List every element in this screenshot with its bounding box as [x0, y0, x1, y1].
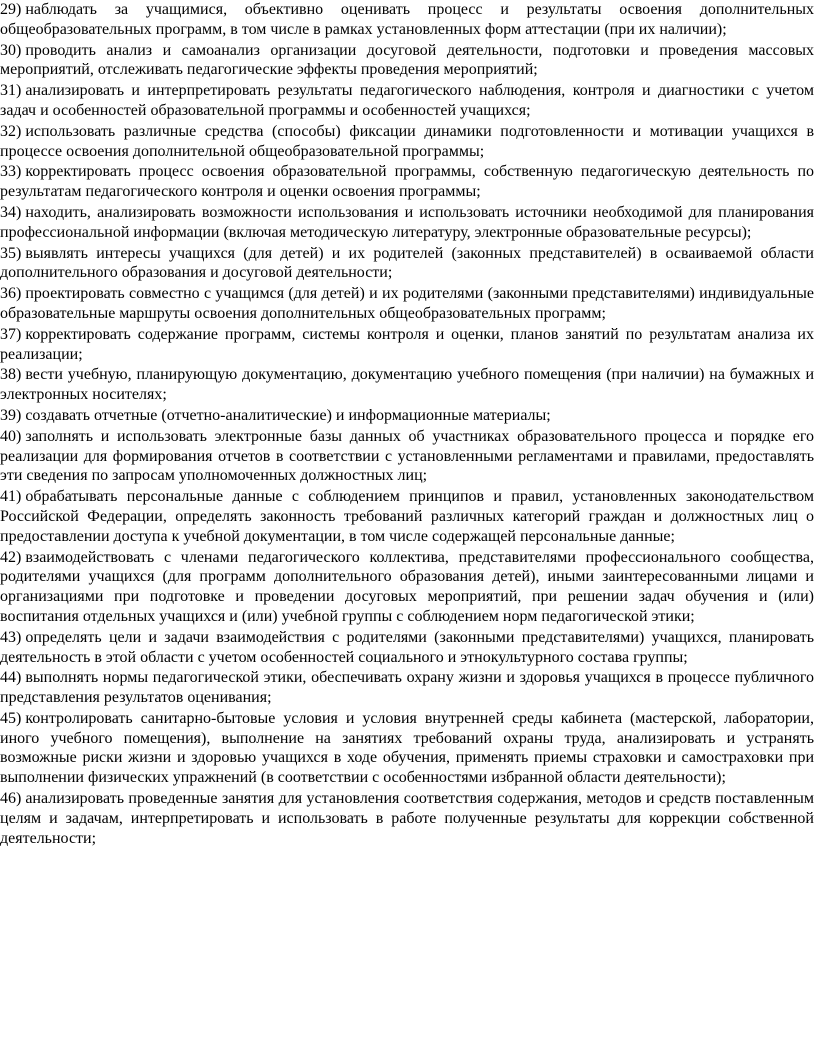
item-number: 42) — [0, 548, 22, 566]
item-text: контролировать санитарно-бытовые условия и условия внутренней среды кабинета (мастерской, лаборатории, иного учебного помещения), выполнение на занятиях требований охраны труда, анализировать и устранять возможные риски жизни и здоровью учащихся в ходе обучения, применять приемы страховки и самостраховки при выполнении физических упражнений (в соответствии с особенностями избранной области деятельности); — [0, 709, 814, 787]
list-item — [0, 0, 814, 40]
item-text: выявлять интересы учащихся (для детей) и их родителей (законных представителей) в осваиваемой области дополнительного образования и досуговой деятельности; — [0, 244, 814, 282]
list-item — [0, 325, 814, 365]
item-text: анализировать проведенные занятия для установления соответствия содержания, методов и средств поставленным целям и задачам, интерпретировать и использовать в работе полученные результаты для коррекции собственной деятельности; — [0, 790, 814, 847]
list-item — [0, 203, 814, 243]
item-number: 36) — [0, 285, 22, 303]
item-text: находить, анализировать возможности использования и использовать источники необходимой для планирования профессиональной информации (включая методическую литературу, электронные образовательные ресурсы); — [0, 203, 814, 241]
list-item — [0, 709, 814, 788]
list-item — [0, 487, 814, 546]
list-item — [0, 789, 814, 848]
item-number: 30) — [0, 41, 22, 59]
item-number: 39) — [0, 406, 22, 424]
list-item — [0, 365, 814, 405]
list-item — [0, 284, 814, 324]
item-text: выполнять нормы педагогической этики, обеспечивать охрану жизни и здоровья учащихся в процессе публичного представления результатов оценивания; — [0, 669, 814, 707]
list-item — [0, 41, 814, 81]
item-text: корректировать содержание программ, системы контроля и оценки, планов занятий по результатам анализа их реализации; — [0, 325, 814, 363]
item-number: 41) — [0, 488, 22, 506]
item-number: 43) — [0, 628, 22, 646]
item-number: 40) — [0, 427, 22, 445]
item-number: 38) — [0, 366, 22, 384]
item-number: 46) — [0, 790, 22, 808]
list-item — [0, 668, 814, 708]
list-item — [0, 162, 814, 202]
item-number: 34) — [0, 203, 22, 221]
item-text: вести учебную, планирующую документацию, документацию учебного помещения (при наличии) на бумажных и электронных носителях; — [0, 366, 814, 404]
item-text: использовать различные средства (способы) фиксации динамики подготовленности и мотивации учащихся в процессе освоения дополнительной общеобразовательной программы; — [0, 122, 814, 160]
item-number: 33) — [0, 163, 22, 181]
list-item — [0, 427, 814, 486]
list-item — [0, 244, 814, 284]
item-text: проектировать совместно с учащимся (для детей) и их родителями (законными представителями) индивидуальные образовательные маршруты освоения дополнительных общеобразовательных программ; — [0, 285, 814, 322]
item-text: определять цели и задачи взаимодействия с родителями (законными представителями) учащихся, планировать деятельность в этой области с учетом особенностей социального и этнокультурного состава группы; — [0, 628, 814, 666]
item-text: наблюдать за учащимися, объективно оценивать процесс и результаты освоения дополнительных общеобразовательных программ, в том числе в рамках установленных форм аттестации (при их наличии); — [0, 1, 814, 38]
item-number: 32) — [0, 122, 22, 140]
item-number: 44) — [0, 669, 22, 687]
list-item — [0, 122, 814, 162]
item-text: взаимодействовать с членами педагогического коллектива, представителями профессионального сообщества, родителями учащихся (для программ дополнительного образования детей), иными заинтересованными лицами и организациями при подготовке и проведении досуговых мероприятий, при решении задач обучения и (или) воспитания отдельных учащихся и (или) учебной группы с соблюдением норм педагогической этики; — [0, 548, 814, 625]
item-text: анализировать и интерпретировать результаты педагогического наблюдения, контроля и диагностики с учетом задач и особенностей образовательной программы и особенностей учащихся; — [0, 82, 814, 119]
item-number: 35) — [0, 244, 22, 262]
item-number: 37) — [0, 325, 22, 343]
item-text: создавать отчетные (отчетно-аналитические) и информационные материалы; — [25, 406, 551, 424]
list-item — [0, 81, 814, 121]
item-number: 29) — [0, 1, 22, 18]
item-number: 45) — [0, 709, 22, 727]
item-number: 31) — [0, 82, 22, 100]
list-item — [0, 628, 814, 668]
item-text: обрабатывать персональные данные с соблюдением принципов и правил, установленных законодательством Российской Федерации, определять законность требований различных категорий граждан и должностных лиц о предоставлении доступа к учебной документации, в том числе содержащей персональные данные; — [0, 488, 814, 545]
list-item — [0, 406, 814, 426]
item-text: заполнять и использовать электронные базы данных об участниках образовательного процесса и порядке его реализации для формирования отчетов в соответствии с установленными регламентами и правилами, предоставлять эти сведения по запросам уполномоченных должностных лиц; — [0, 427, 814, 485]
item-text: корректировать процесс освоения образовательной программы, собственную педагогическую деятельность по результатам педагогического контроля и оценки освоения программы; — [0, 163, 814, 201]
item-text: проводить анализ и самоанализ организации досуговой деятельности, подготовки и проведения массовых мероприятий, отслеживать педагогические эффекты проведения мероприятий; — [0, 41, 814, 79]
list-item — [0, 548, 814, 627]
